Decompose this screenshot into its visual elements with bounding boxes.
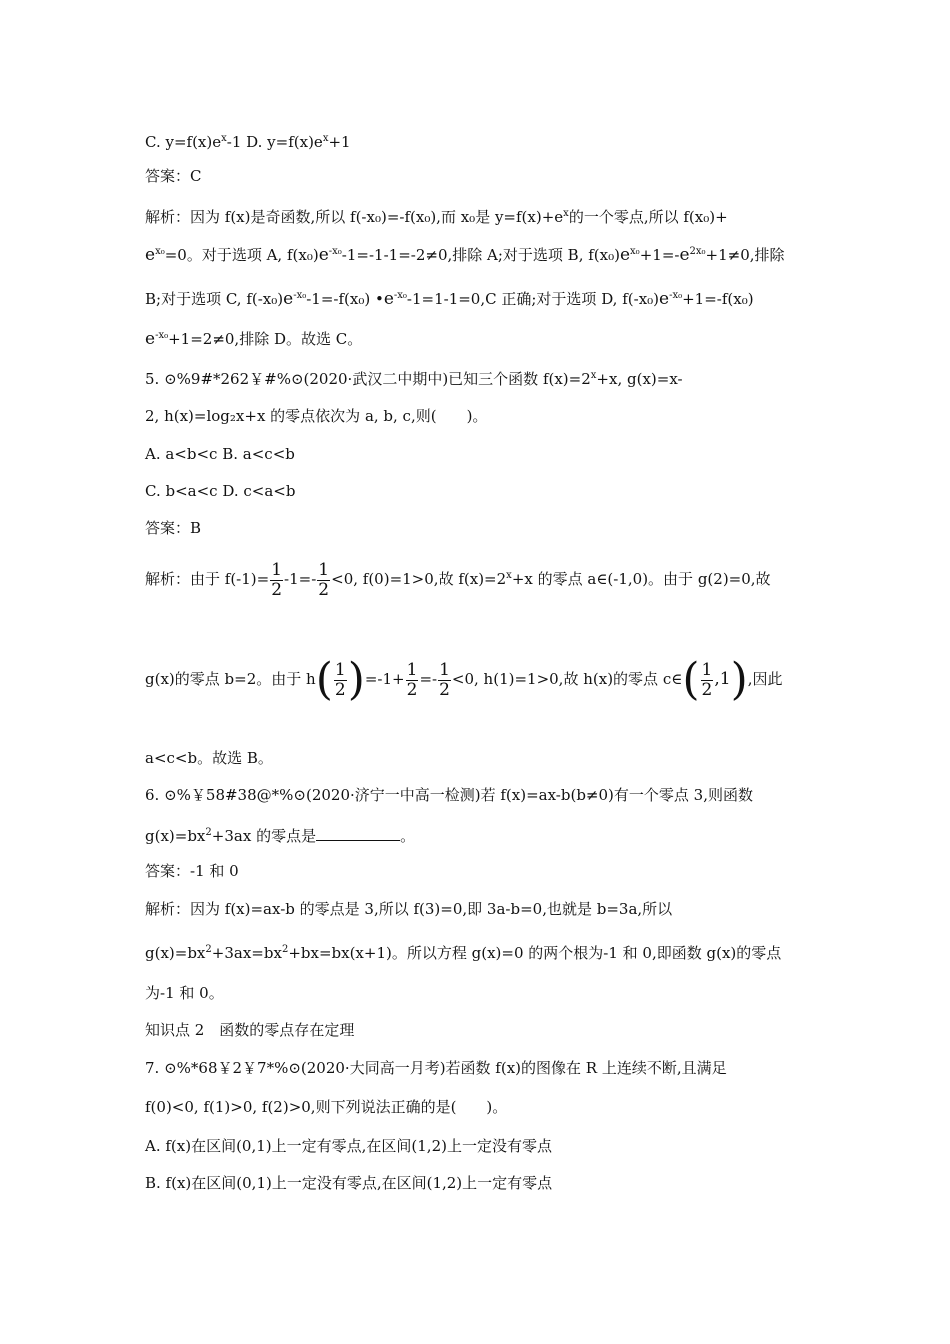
solution-5-line-1: 解析：由于 f(-1)= $\frac{1}{2}$ -1=- $\frac{1}{2}$ <0, f(0)=1>0,故 $f(x)=2^x+x$ 的零点 a∈(-1,0)。由于 g(2)=0,故	[145, 559, 771, 600]
question-7-option-a: A. f(x)在区间(0,1)上一定有零点,在区间(1,2)上一定没有零点	[145, 1137, 552, 1155]
question-7-line-2: f(0)<0, f(1)>0, f(2)>0,则下列说法正确的是( )。	[145, 1098, 508, 1116]
solution-6-line-3: 为-1 和 0。	[145, 984, 224, 1002]
question-5-line-2: 2, h(x)=log₂x+x 的零点依次为 a, b, c,则( )。	[145, 407, 488, 425]
fraction-one-half: $\frac{1}{2}$	[318, 559, 330, 600]
answer-blank	[316, 826, 400, 841]
right-paren-icon: )	[347, 654, 365, 705]
question-5-options-ab: A. a<b<c B. a<c<b	[145, 445, 295, 463]
solution-4-line-3: B;对于选项 C, $f(-x_0)e^{-x_0}-1=-f(x_0)$ $•e^{-x_0}-1=1-1=0,C$ 正确;对于选项 D, $f(-x_0)e^{-x_0}+1=-f(x_0)$	[145, 289, 754, 309]
question-5-options-cd: C. b<a<c D. c<a<b	[145, 482, 296, 500]
question-6-line-2: $g(x)=bx^2+3ax$ 的零点是 。	[145, 827, 416, 845]
solution-6-line-1: 解析：因为 f(x)=ax-b 的零点是 3,所以 f(3)=0,即 3a-b=0,也就是 b=3a,所以	[145, 900, 673, 918]
answer-6: 答案：-1 和 0	[145, 862, 239, 880]
answer-5: 答案：B	[145, 519, 202, 537]
left-paren-icon: (	[315, 654, 333, 705]
fraction-one-half: $\frac{1}{2}$	[271, 559, 283, 600]
fraction-one-half: $\frac{1}{2}$	[406, 659, 418, 700]
option-c-d-line: C. $y=f(x)e^x-1$ D. $y=f(x)e^x+1$	[145, 133, 351, 151]
question-7-line-1: 7. ⊙%*68￥2￥7*%⊙(2020·大同高一月考)若函数 f(x)的图像在 R 上连续不断,且满足	[145, 1059, 727, 1077]
fraction-one-half: $\frac{1}{2}$	[334, 659, 346, 700]
question-5-line-1: 5. ⊙%9#*262￥#%⊙(2020·武汉二中期中)已知三个函数 $f(x)=2^x+x$, g(x)=x-	[145, 370, 683, 388]
left-paren-icon: (	[682, 654, 700, 705]
fraction-one-half: $\frac{1}{2}$	[439, 659, 450, 700]
solution-4-line-2: $e^{x_0}=0$。对于选项 A, $f(x_0)e^{-x_0}-1=-1-1=-2\ne 0$,排除 A;对于选项 B, $f(x_0)e^{x_0}+1=-e^{2x_0}+1\ne 0$,排除	[145, 245, 785, 265]
answer-4: 答案：C	[145, 167, 202, 185]
solution-4-line-4: $e^{-x_0}+1=2\ne 0$,排除 D。故选 C。	[145, 329, 363, 349]
section-heading-knowledge-point-2: 知识点 2 函数的零点存在定理	[145, 1021, 355, 1039]
question-7-option-b: B. f(x)在区间(0,1)上一定没有零点,在区间(1,2)上一定有零点	[145, 1174, 553, 1192]
solution-5-line-3: a<c<b。故选 B。	[145, 749, 273, 767]
question-6-line-1: 6. ⊙%￥58#38@*%⊙(2020·济宁一中高一检测)若 f(x)=ax-b(b≠0)有一个零点 3,则函数	[145, 786, 753, 804]
solution-4-line-1: 解析：因为 f(x)是奇函数,所以 f(-x₀)=-f(x₀),而 x₀是 $y=f(x)+e^x$的一个零点,所以 f(x₀)+	[145, 208, 728, 226]
solution-6-line-2: $g(x)=bx^2+3ax=bx^2+bx=bx(x+1)$。所以方程 g(x)=0 的两个根为-1 和 0,即函数 g(x)的零点	[145, 944, 782, 962]
solution-5-line-2: g(x)的零点 b=2。由于 h( $\frac{1}{2}$ )=-1+ $\frac{1}{2}$ =- $\frac{1}{2}$ <0, h(1)=1>0,故 h(x)的零点 c∈( $\frac{1}{2}$ ,1),因此	[145, 654, 783, 705]
fraction-one-half: $\frac{1}{2}$	[701, 659, 713, 700]
right-paren-icon: )	[730, 654, 748, 705]
